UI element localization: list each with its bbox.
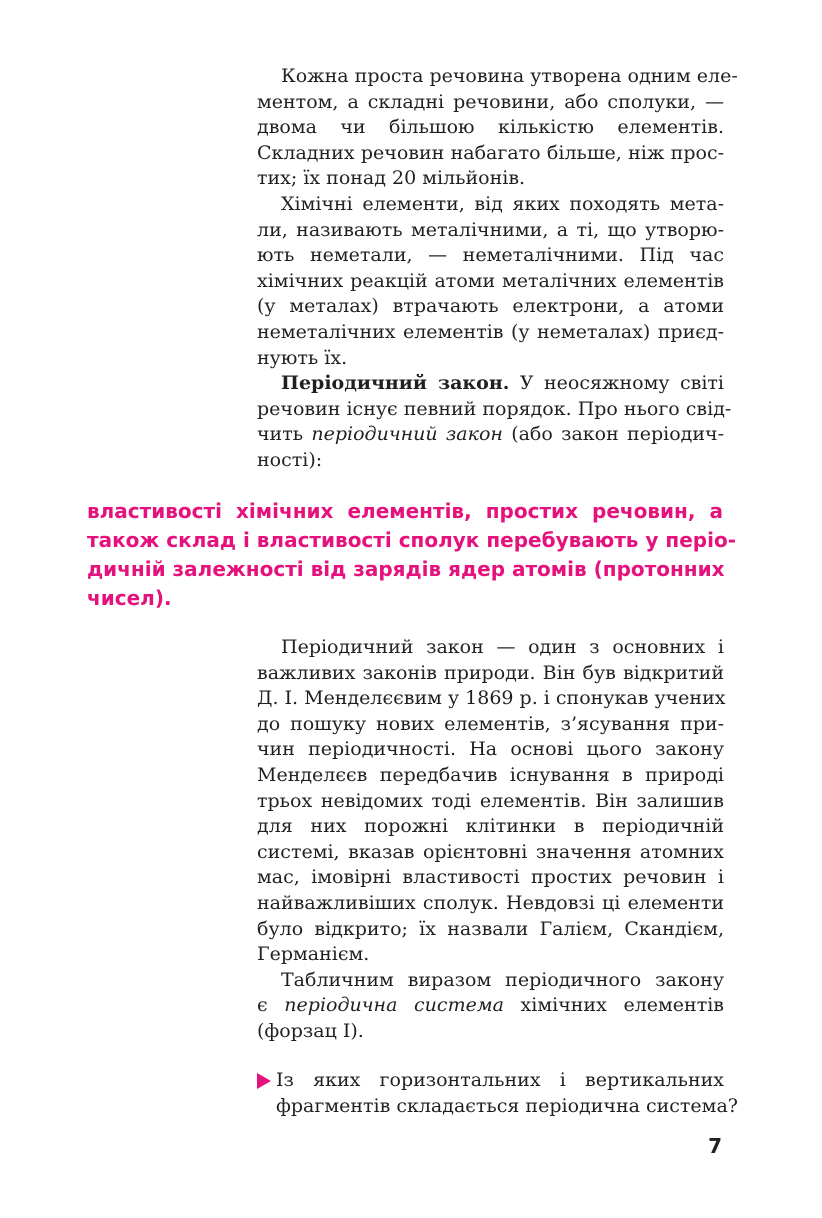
text-line: Менделєєв передбачив існування в природі	[257, 763, 724, 786]
text-line: нують їх.	[257, 346, 348, 369]
text-line: (форзац І).	[257, 1019, 364, 1042]
text-line: хімічних реакцій атоми металічних елементів	[257, 269, 724, 292]
text-line: системі, вказав орієнтовні значення атомних	[257, 840, 724, 863]
text-fragment: чить	[257, 423, 312, 446]
text-line: Германієм.	[257, 943, 370, 966]
text-line: ності):	[257, 448, 323, 471]
text-line: чин періодичності. На основі цього закону	[257, 738, 724, 761]
law-line: чисел).	[87, 586, 172, 610]
text-fragment: є	[257, 994, 285, 1017]
text-line: трьох невідомих тоді елементів. Він залишив	[257, 789, 724, 812]
text-line: мас, імовірні властивості простих речовин і	[257, 866, 724, 889]
text-line: двома чи більшою кількістю елементів.	[257, 116, 724, 139]
text-line: речовин існує певний порядок. Про нього свід-	[257, 397, 732, 420]
text-line: для них порожні клітинки в періодичній	[257, 815, 724, 838]
question-line: Із яких горизонтальних і вертикальних	[276, 1069, 724, 1091]
text-line: було відкрито; їх назвали Галієм, Скандієм,	[257, 917, 724, 940]
law-statement	[87, 497, 736, 613]
text-line	[257, 993, 724, 1019]
text-line: Кожна проста речовина утворена одним еле-	[281, 65, 738, 87]
text-line: Складних речовин набагато більше, ніж прос-	[257, 141, 724, 164]
text-fragment: хімічних елементів	[503, 994, 724, 1017]
body-text-column	[257, 635, 724, 1045]
text-line: ють неметали, — неметалічними. Під час	[257, 244, 724, 267]
text-line: Хімічні елементи, від яких походять мета-	[281, 192, 724, 215]
text-line: неметалічних елементів (у неметалах) приєд-	[257, 320, 724, 343]
law-line: властивості хімічних елементів, простих речовин, а	[87, 499, 723, 523]
question-text	[257, 1068, 738, 1119]
text-line: Періодичний закон — один з основних і	[281, 636, 724, 658]
text-line: найважливіших сполук. Невдовзі ці елементи	[257, 891, 724, 914]
text-fragment: У неосяжному світі	[509, 372, 724, 395]
term-italic: періодичний закон	[311, 423, 503, 446]
text-line	[257, 422, 724, 448]
law-line: також склад і властивості сполук перебувають у періо-	[87, 528, 736, 552]
term-italic: періодична система	[284, 994, 504, 1017]
text-line: до пошуку нових елементів, з’ясування при-	[257, 712, 724, 735]
section-heading: Періодичний закон.	[281, 372, 510, 395]
intro-text-column	[257, 64, 738, 474]
question-block	[257, 1068, 738, 1119]
page-number: 7	[708, 1134, 722, 1158]
text-line: (у металах) втрачають електрони, а атоми	[257, 295, 724, 318]
law-line: дичній залежності від зарядів ядер атомів (протонних	[87, 557, 725, 581]
triangle-marker-icon	[257, 1073, 271, 1089]
text-line: тих; їх понад 20 мільйонів.	[257, 167, 526, 190]
text-line: Д. І. Менделєєвим у 1869 р. і спонукав учених	[257, 687, 726, 710]
text-line: ментом, а складні речовини, або сполуки, —	[257, 90, 724, 113]
text-fragment: (або закон періодич-	[502, 423, 724, 446]
text-line: важливих законів природи. Він був відкритий	[257, 661, 724, 684]
text-line	[257, 371, 724, 397]
text-line: Табличним виразом періодичного закону	[281, 968, 724, 991]
question-line: фрагментів складається періодична система?	[276, 1094, 738, 1117]
text-line: ли, називають металічними, а ті, що утворю-	[257, 218, 724, 241]
